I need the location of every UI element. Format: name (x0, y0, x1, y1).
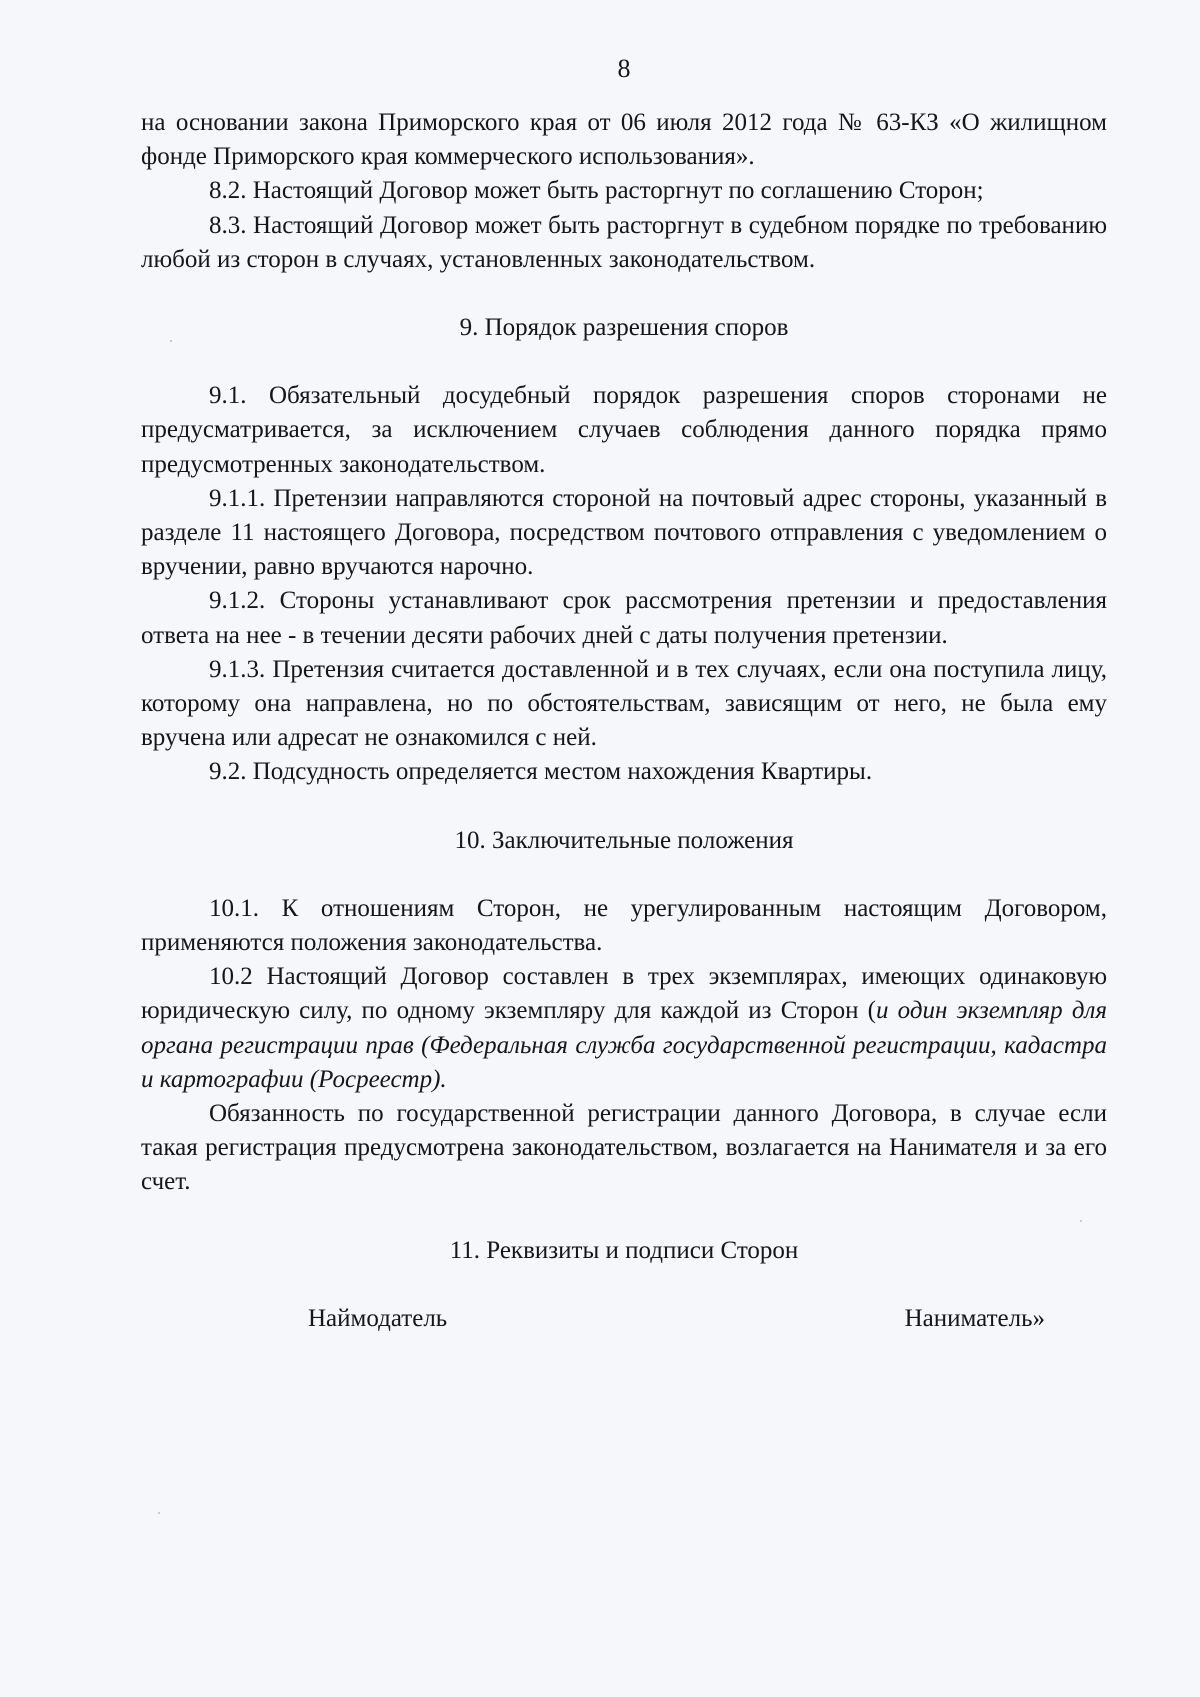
signatories-row (141, 1302, 1107, 1336)
section-11-title: 11. Реквизиты и подписи Сторон (449, 1236, 799, 1264)
page-number: 8 (617, 54, 631, 83)
clause-10-2-italic-text: и один экземпляр для органа регистрации прав (Федеральная служба государственной регистрации, кадастра и картографии (Росреестр). (141, 997, 1107, 1093)
clause-8-2: 8.2. Настоящий Договор может быть расторгнут по соглашению Сторон; (209, 177, 984, 205)
tenant-label: Наниматель» (904, 1304, 1045, 1332)
clause-9-1-2: 9.1.2. Стороны устанавливают срок рассмотрения претензии и предоставления ответа на нее - в течении десяти рабочих дней с даты получения претензии. (141, 587, 1107, 649)
scan-speck (158, 1512, 160, 1514)
clause-8-3: 8.3. Настоящий Договор может быть расторгнут в судебном порядке по требованию любой из сторон в случаях, установленных законодательством. (141, 211, 1107, 273)
clause-10-2-text: 10.2 Настоящий Договор составлен в трех экземплярах, имеющих одинаковую юридическую силу, по одному экземпляру для каждой из Сторон ( (141, 963, 1107, 1025)
clause-10-1: 10.1. К отношениям Сторон, не урегулированным настоящим Договором, применяются положения законодательства. (141, 894, 1107, 957)
clause-9-1: 9.1. Обязательный досудебный порядок разрешения споров сторонами не предусматривается, за исключением случаев соблюдения данного порядка прямо предусмотренных законодательством. (141, 382, 1107, 478)
section-10-title: 10. Заключительные положения (454, 826, 794, 854)
clause-9-2: 9.2. Подсудность определяется местом нахождения Квартиры. (209, 758, 873, 786)
registration-paragraph: Обязанность по государственной регистрации данного Договора, в случае если такая регистрация предусмотрена законодательством, возлагается на Нанимателя и за его счет. (141, 1100, 1107, 1196)
clause-10-2 (141, 960, 1107, 1097)
clause-9-1-3: 9.1.3. Претензия считается доставленной и в тех случаях, если она поступила лицу, которому она направлена, но по обстоятельствам, зависящим от него, не была ему вручена или адресат не ознакомился с ней. (141, 655, 1107, 752)
section-9-title: 9. Порядок разрешения споров (459, 314, 789, 342)
clause-9-1-1: 9.1.1. Претензии направляются стороной на почтовый адрес стороны, указанный в разделе 11 настоящего Договора, посредством почтового отправления с уведомлением о вручении, равно вручаются нарочно. (141, 484, 1107, 581)
landlord-label: Наймодатель (308, 1304, 448, 1332)
document-body (141, 52, 1107, 1336)
continuation-paragraph: на основании закона Приморского края от 06 июля 2012 года № 63-КЗ «О жилищном фонде Приморского края коммерческого использования». (141, 109, 1107, 171)
